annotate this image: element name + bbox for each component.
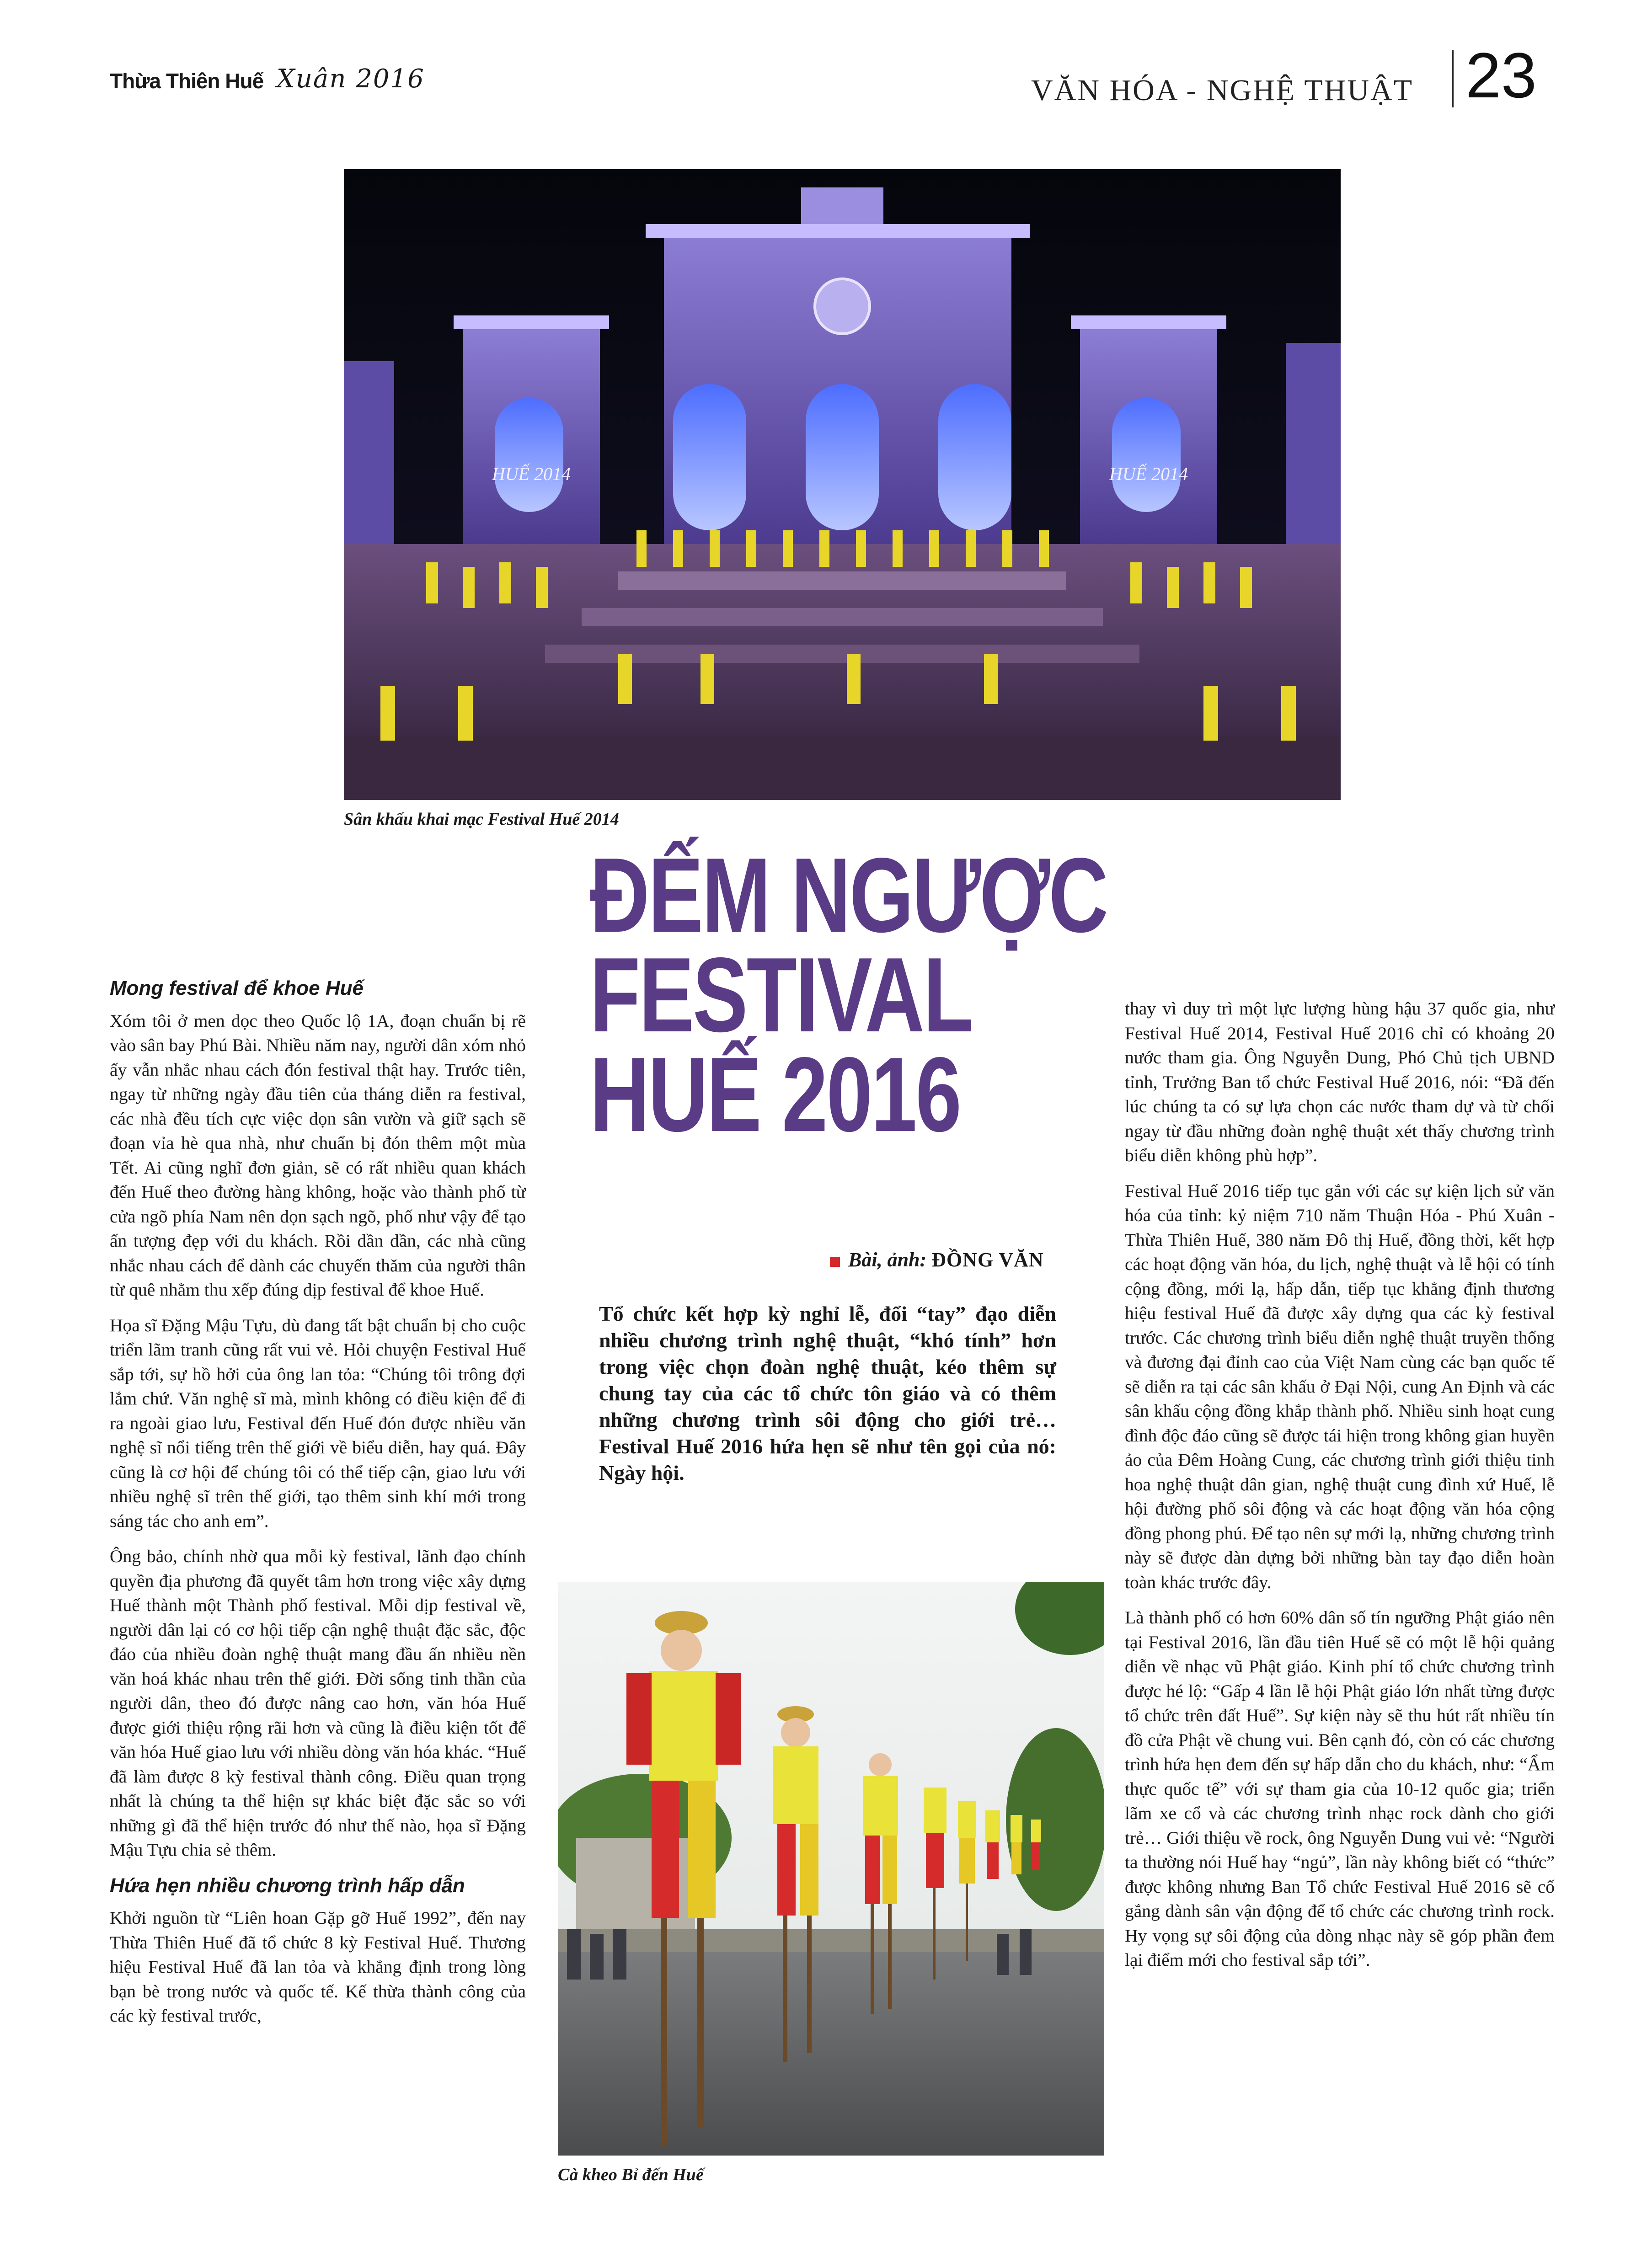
byline [830, 1248, 1044, 1271]
stage-photo-caption: Sân khấu khai mạc Festival Huế 2014 [344, 810, 619, 829]
banner-2014-left: HUẾ 2014 [492, 464, 571, 484]
col3-paragraph-1: thay vì duy trì một lực lượng hùng hậu 37 quốc gia, như Festival Huế 2014, Festival Huế 2016 chỉ có khoảng 20 nước tham gia. Ông Nguyễn Dung, Phó Chủ tịch UBND tỉnh, Trưởng Ban tổ chức Festival Huế 2016, nói: “Đã đến lúc chúng ta có sự lựa chọn các nước tham dự và từ chối ngay từ đầu những đoàn nghệ thuật xét thấy chương trình biểu diễn không phù hợp”. [1125, 998, 1555, 1165]
col1-paragraph-3: Ông bảo, chính nhờ qua mỗi kỳ festival, lãnh đạo chính quyền địa phương đã quyết tâm hơn trong việc xây dựng Huế thành một Thành phố festival. Mỗi dịp festival về, người dân lại có cơ hội tiếp cận nghệ thuật đặc sắc, độc đáo của nhiều đoàn nghệ thuật mang đầu ấn nhiều nền văn hoá khác nhau trên thế giới. Đời sống tinh thần của người dân, theo đó được nâng cao hơn, văn hóa Huế được giới thiệu rộng rãi hơn và cũng là điều kiện tốt để văn hóa Huế giao lưu với nhiều dòng văn hóa khác. “Huế đã làm được 8 kỳ festival thành công. Điều quan trọng nhất là chúng ta thể hiện sự khác biệt đặc sắc so với những gì đã thể hiện trước đó như thế nào, họa sĩ Đặng Mậu Tựu chia sẻ thêm. [110, 1546, 526, 1860]
article-title [590, 836, 1107, 1154]
byline-author: ĐỒNG VĂN [931, 1249, 1044, 1271]
col1-paragraph-2: Họa sĩ Đặng Mậu Tựu, dù đang tất bật chuẩn bị cho cuộc triển lãm tranh cũng rất vui vẻ. Hỏi chuyện Festival Huế sắp tới, sự hồ hởi của ông lan tỏa: “Chúng tôi trông đợi lắm chứ. Văn nghệ sĩ mà, mình không có điều kiện để đi ra ngoài giao lưu, Festival đến Huế đón được nhiều văn nghệ sĩ nổi tiếng trên thế giới về biểu diễn, hay quá. Đây cũng là cơ hội để chúng tôi có thể tiếp cận, giao lưu với nhiều nghệ sĩ trên thế giới, tạo thêm sinh khí mới trong sáng tác cho anh em”. [110, 1315, 526, 1531]
lead-paragraph: Tổ chức kết hợp kỳ nghỉ lễ, đổi “tay” đạo diễn nhiều chương trình nghệ thuật, “khó tính” hơn trong việc chọn đoàn nghệ thuật, kéo thêm sự chung tay của các tổ chức tôn giáo và có thêm những chương trình sôi động cho giới trẻ… Festival Huế 2016 hứa hẹn sẽ như tên gọi của nó: Ngày hội. [599, 1302, 1056, 1484]
page-number: 23 [1465, 39, 1537, 111]
title-line-2: FESTIVAL [590, 936, 973, 1055]
section-title: VĂN HÓA - NGHỆ THUẬT [1031, 74, 1414, 107]
title-line-3: HUẾ 2016 [590, 1035, 960, 1154]
column-right [1125, 997, 1555, 1984]
col1-paragraph-4: Khởi nguồn từ “Liên hoan Gặp gỡ Huế 1992”, đến nay Thừa Thiên Huế đã tổ chức 8 kỳ Festival Huế. Thương hiệu Festival Huế đã lan tỏa và khẳng định trong lòng bạn bè trong nước và quốc tế. Kế thừa thành công của các kỳ festival trước, [110, 1908, 526, 2026]
stilt-walkers-caption: Cà kheo Bỉ đến Huế [558, 2165, 704, 2184]
banner-2014-right: HUẾ 2014 [1109, 464, 1188, 484]
header-divider [1452, 50, 1454, 107]
col3-paragraph-3: Là thành phố có hơn 60% dân số tín ngưỡng Phật giáo nên tại Festival 2016, lần đầu tiên Huế sẽ có một lễ hội quảng diễn về nhạc vũ Phật giáo. Kinh phí tổ chức chương trình được hé lộ: “Gấp 4 lần lễ hội Phật giáo lớn nhất từng được tổ chức trên đất Huế”. Sự kiện này sẽ thu hút rất nhiều tín đồ cửa Phật về chung vui. Bên cạnh đó, còn có các chương trình hứa hẹn đem đến sự hấp dẫn cho du khách, như: “Ẩm thực quốc tế” với sự tham gia của 10-12 quốc gia; triển lãm xe cổ và các chương trình nhạc rock dành cho giới trẻ… Giới thiệu về rock, ông Nguyễn Dung vui vẻ: “Người ta thường nói Huế hay “ngủ”, lần này không biết có “thức” được không nhưng Ban Tổ chức Festival Huế 2016 sẽ cố gắng dành sân vận động để tổ chức các chương trình rock. Hy vọng sự sôi động của dòng nhạc này sẽ góp phần đem lại điểm mới cho festival sắp tới”. [1125, 1607, 1555, 1970]
column-left [110, 976, 526, 2039]
issue-label: Xuân 2016 [277, 64, 425, 94]
stilt-walkers-photo [558, 1582, 1104, 2156]
byline-bullet [830, 1257, 840, 1267]
title-line-1: ĐẾM NGƯỢC [590, 836, 1107, 955]
col3-paragraph-2: Festival Huế 2016 tiếp tục gắn với các sự kiện lịch sử văn hóa của tỉnh: kỷ niệm 710 năm Thuận Hóa - Phú Xuân - Thừa Thiên Huế, 380 năm Đô thị Huế, đồng thời, kết hợp các hoạt động văn hóa, du lịch, nghệ thuật và lễ hội có tính cộng đồng, mới lạ, hấp dẫn, tiếp tục khẳng định thương hiệu festival Huế đã được xây dựng qua các kỳ festival trước. Các chương trình biểu diễn nghệ thuật truyền thống và đương đại đỉnh cao của Việt Nam cùng các bạn quốc tế sẽ diễn ra tại các sân khấu ở Đại Nội, cung An Định và các sân khấu cộng đồng khắp thành phố. Nhiều sinh hoạt cung đình độc đáo cũng sẽ được tái hiện trong không gian huyền ảo của Đêm Hoàng Cung, các chương trình giới thiệu tinh hoa nghệ thuật dân gian, nghệ thuật cung đình xứ Huế, lễ hội đường phố sôi động và các hoạt động văn hóa cộng đồng phong phú. Để tạo nên sự mới lạ, những chương trình này sẽ được dàn dựng bởi những bàn tay đạo diễn hoàn toàn khác trước đây. [1125, 1180, 1555, 1592]
publication-name: Thừa Thiên Huế [110, 69, 264, 93]
stage-photo [344, 169, 1341, 800]
byline-label: Bài, ảnh: [848, 1249, 927, 1271]
subheading-2: Hứa hẹn nhiều chương trình hấp dẫn [110, 1874, 465, 1897]
subheading-1: Mong festival để khoe Huế [110, 977, 364, 999]
col1-paragraph-1: Xóm tôi ở men dọc theo Quốc lộ 1A, đoạn chuẩn bị rẽ vào sân bay Phú Bài. Nhiều năm nay, người dân xóm nhỏ ấy vẫn nhắc nhau cách đón festival thật hay. Trước tiên, ngay từ những ngày đầu tiên của tháng diễn ra festival, các nhà đều tích cực việc dọn sân vườn và giữ sạch sẽ đoạn vỉa hè qua nhà, như chuẩn bị đón thêm một mùa Tết. Ai cũng nghĩ đơn giản, sẽ có rất nhiều quan khách đến Huế theo đường hàng không, hoặc vào thành phố từ cửa ngõ phía Nam nên dọn sạch ngõ, phố như vậy để tạo ấn tượng đẹp với du khách. Rồi dần dần, các nhà cũng nhắc nhau cách để dành các chuyến thăm của người thân từ quê nhằm thu xếp đúng dịp festival để khoe Huế. [110, 1010, 526, 1300]
